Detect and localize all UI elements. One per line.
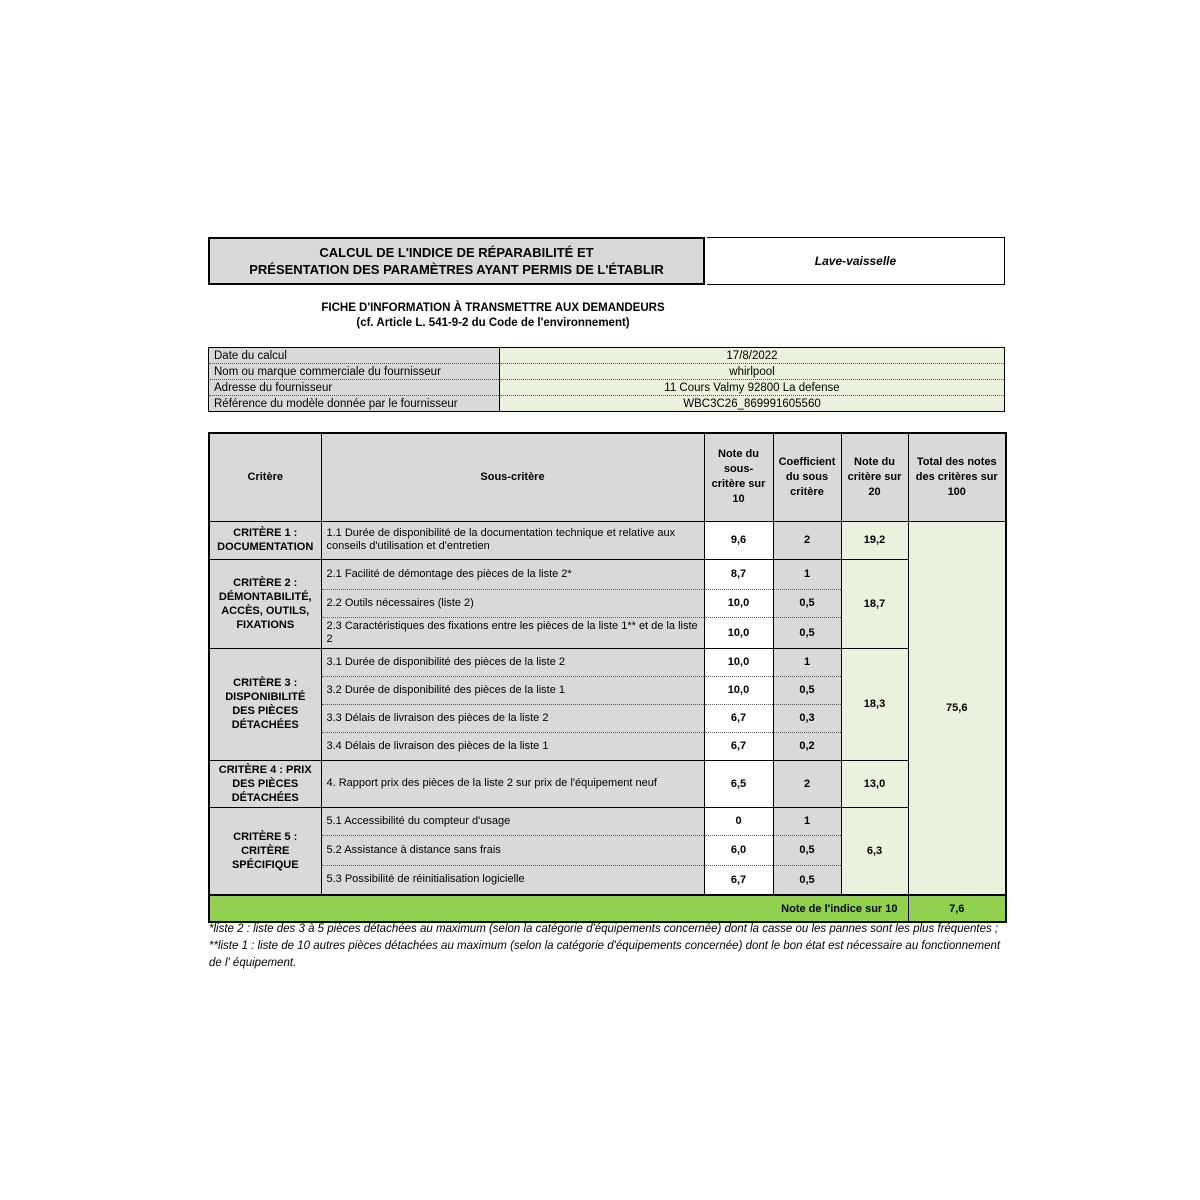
criterion-note-20: 6,3	[841, 807, 908, 895]
subcriterion-label: 2.3 Caractéristiques des fixations entre les pièces de la liste 1** et de la liste 2	[321, 617, 704, 648]
criterion-note-20: 13,0	[841, 760, 908, 807]
column-header-total: Total des notes des critères sur 100	[908, 433, 1006, 521]
criterion-name: CRITÈRE 2 : DÉMONTABILITÉ, ACCÈS, OUTILS, FIXATIONS	[209, 559, 321, 648]
subtitle-line1: FICHE D'INFORMATION À TRANSMETTRE AUX DEMANDEURS	[321, 302, 665, 314]
subcriterion-label: 4. Rapport prix des pièces de la liste 2 sur prix de l'équipement neuf	[321, 760, 704, 807]
info-value: 11 Cours Valmy 92800 La defense	[500, 380, 1005, 396]
total-notes-100: 75,6	[908, 521, 1006, 895]
subcriterion-coefficient: 2	[773, 760, 841, 807]
subcriterion-coefficient: 0,5	[773, 835, 841, 865]
subcriterion-note: 8,7	[704, 559, 773, 589]
supplier-info-table	[208, 347, 1005, 412]
subcriterion-note: 6,0	[704, 835, 773, 865]
subcriterion-label: 2.1 Facilité de démontage des pièces de la liste 2*	[321, 559, 704, 589]
document-header	[208, 237, 1005, 285]
index-note-value: 7,6	[908, 895, 1006, 922]
subcriterion-coefficient: 1	[773, 559, 841, 589]
subcriterion-coefficient: 2	[773, 521, 841, 559]
subcriterion-coefficient: 0,5	[773, 865, 841, 895]
footnotes	[209, 921, 1009, 972]
column-header-note-sous-critere: Note du sous-critère sur 10	[704, 433, 773, 521]
table-row	[209, 559, 1006, 589]
subcriterion-label: 3.2 Durée de disponibilité des pièces de la liste 1	[321, 676, 704, 704]
product-category: Lave-vaisselle	[707, 237, 1005, 285]
subcriterion-note: 6,7	[704, 865, 773, 895]
subcriterion-label: 5.3 Possibilité de réinitialisation logicielle	[321, 865, 704, 895]
subcriterion-coefficient: 0,2	[773, 732, 841, 760]
info-row-date	[209, 348, 1005, 364]
subcriterion-label: 5.1 Accessibilité du compteur d'usage	[321, 807, 704, 835]
table-row	[209, 760, 1006, 807]
table-row	[209, 648, 1006, 676]
subcriterion-note: 10,0	[704, 676, 773, 704]
table-row	[209, 521, 1006, 559]
subcriterion-coefficient: 1	[773, 648, 841, 676]
criterion-name: CRITÈRE 1 : DOCUMENTATION	[209, 521, 321, 559]
info-row-brand	[209, 364, 1005, 380]
criterion-name: CRITÈRE 4 : PRIX DES PIÈCES DÉTACHÉES	[209, 760, 321, 807]
criterion-name: CRITÈRE 5 : CRITÈRE SPÉCIFIQUE	[209, 807, 321, 895]
column-header-note-critere: Note du critère sur 20	[841, 433, 908, 521]
subcriterion-note: 10,0	[704, 617, 773, 648]
subtitle-line2: (cf. Article L. 541-9-2 du Code de l'environnement)	[356, 317, 630, 329]
subcriterion-note: 6,5	[704, 760, 773, 807]
document-subtitle	[208, 301, 778, 331]
info-label: Adresse du fournisseur	[209, 380, 500, 396]
subcriterion-coefficient: 0,5	[773, 617, 841, 648]
score-table	[208, 432, 1007, 923]
table-row	[209, 807, 1006, 835]
column-header-sous-critere: Sous-critère	[321, 433, 704, 521]
subcriterion-coefficient: 1	[773, 807, 841, 835]
subcriterion-label: 5.2 Assistance à distance sans frais	[321, 835, 704, 865]
subcriterion-label: 3.3 Délais de livraison des pièces de la liste 2	[321, 704, 704, 732]
criterion-note-20: 18,3	[841, 648, 908, 760]
info-value: WBC3C26_869991605560	[500, 396, 1005, 412]
criterion-name: CRITÈRE 3 : DISPONIBILITÉ DES PIÈCES DÉTACHÉES	[209, 648, 321, 760]
criterion-note-20: 18,7	[841, 559, 908, 648]
subcriterion-coefficient: 0,3	[773, 704, 841, 732]
document-title-line1: CALCUL DE L'INDICE DE RÉPARABILITÉ ET	[319, 245, 594, 260]
subcriterion-note: 10,0	[704, 589, 773, 617]
subcriterion-note: 6,7	[704, 704, 773, 732]
subcriterion-note: 6,7	[704, 732, 773, 760]
subcriterion-note: 0	[704, 807, 773, 835]
subcriterion-coefficient: 0,5	[773, 589, 841, 617]
subcriterion-label: 2.2 Outils nécessaires (liste 2)	[321, 589, 704, 617]
subcriterion-coefficient: 0,5	[773, 676, 841, 704]
info-label: Date du calcul	[209, 348, 500, 364]
info-row-model-reference	[209, 396, 1005, 412]
subcriterion-label: 3.4 Délais de livraison des pièces de la liste 1	[321, 732, 704, 760]
index-note-label: Note de l'indice sur 10	[209, 895, 908, 922]
criterion-note-20: 19,2	[841, 521, 908, 559]
subcriterion-label: 1.1 Durée de disponibilité de la documentation technique et relative aux conseils d'utilisation et d'entretien	[321, 521, 704, 559]
info-label: Nom ou marque commerciale du fournisseur	[209, 364, 500, 380]
document-title-line2: PRÉSENTATION DES PARAMÈTRES AYANT PERMIS DE L'ÉTABLIR	[249, 262, 664, 277]
index-note-row	[209, 895, 1006, 922]
document-title	[208, 237, 705, 285]
info-value: whirlpool	[500, 364, 1005, 380]
footnote-liste-1: **liste 1 : liste de 10 autres pièces détachées au maximum (selon la catégorie d'équipements concernée) dont le bon état est nécessaire au fonctionnement de l' équipement.	[209, 940, 1001, 969]
subcriterion-note: 9,6	[704, 521, 773, 559]
info-row-address	[209, 380, 1005, 396]
subcriterion-label: 3.1 Durée de disponibilité des pièces de la liste 2	[321, 648, 704, 676]
subcriterion-note: 10,0	[704, 648, 773, 676]
info-value: 17/8/2022	[500, 348, 1005, 364]
footnote-liste-2: *liste 2 : liste des 3 à 5 pièces détachées au maximum (selon la catégorie d'équipements concernée) dont la casse ou les pannes sont les plus fréquentes ;	[209, 923, 999, 935]
column-header-critere: Critère	[209, 433, 321, 521]
score-table-header-row	[209, 433, 1006, 521]
info-label: Référence du modèle donnée par le fournisseur	[209, 396, 500, 412]
column-header-coefficient: Coefficient du sous critère	[773, 433, 841, 521]
